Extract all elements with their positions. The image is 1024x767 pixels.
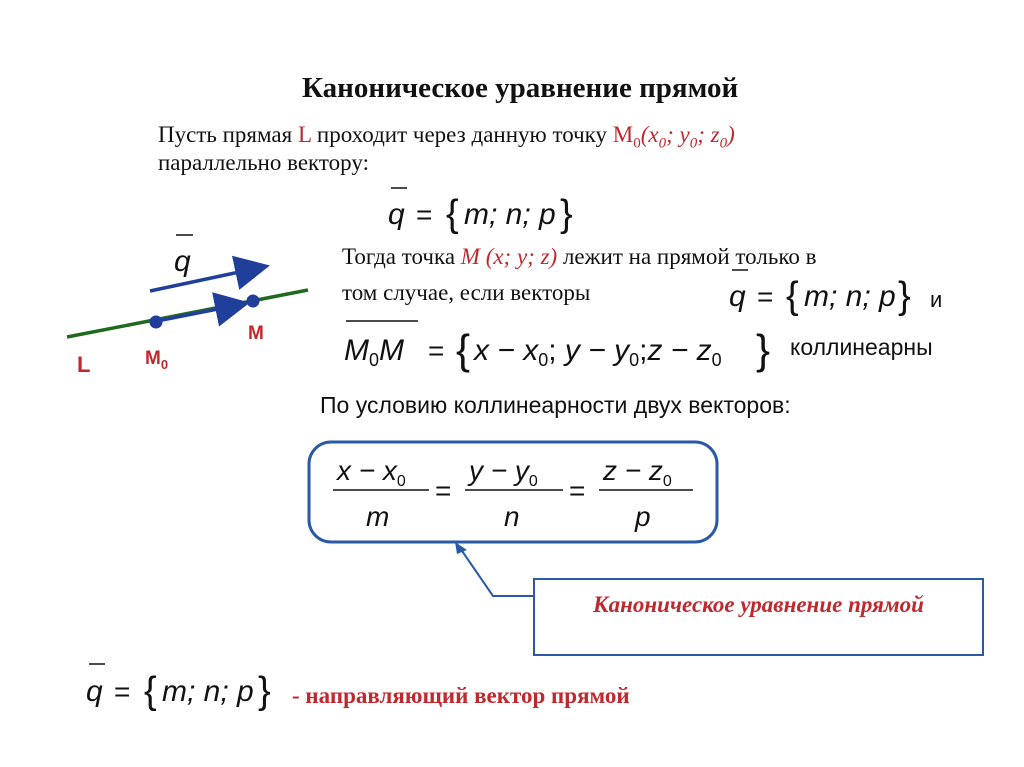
svg-text:x − x0: $x - x_0$ bbox=[337, 455, 406, 490]
svg-text:m; n; p: m; n; p bbox=[162, 675, 254, 708]
svg-text:=: = bbox=[114, 676, 131, 707]
svg-text:}: } bbox=[756, 326, 771, 373]
svg-text:m: m bbox=[366, 501, 390, 532]
svg-text:x − x0; y − y0;z − z0: $x - x_0$; $y - y_0;z - z_0$ bbox=[474, 334, 722, 370]
svg-text:y − y0: $y - y_0$ bbox=[469, 455, 538, 490]
svg-text:p: p bbox=[635, 501, 651, 532]
point-m0 bbox=[150, 316, 163, 329]
svg-text:q: q bbox=[86, 675, 103, 708]
svg-text:M0M: $M_0M$ bbox=[344, 334, 405, 370]
svg-text:=: = bbox=[428, 335, 445, 366]
vector-q-formula-top bbox=[380, 180, 580, 236]
and-word: и bbox=[930, 287, 943, 312]
line-diagram bbox=[55, 225, 325, 385]
svg-text:{: { bbox=[786, 275, 799, 317]
svg-text:=: = bbox=[569, 475, 586, 506]
slide-title: Каноническое уравнение прямой bbox=[302, 72, 739, 104]
svg-text:=: = bbox=[757, 281, 774, 312]
q-arrow bbox=[150, 267, 263, 291]
then-line-1: Тогда точка M (x; y; z) лежит на прямой только в bbox=[342, 244, 817, 269]
svg-text:{: { bbox=[456, 326, 471, 373]
svg-text:}: } bbox=[258, 670, 271, 712]
svg-text:{: { bbox=[144, 670, 157, 712]
svg-text:n: n bbox=[504, 501, 520, 532]
collinearity-condition: По условию коллинеарности двух векторов: bbox=[320, 392, 791, 418]
m0m-vector-formula bbox=[338, 312, 788, 374]
then-line-2: том случае, если векторы bbox=[342, 280, 591, 305]
svg-text:=: = bbox=[416, 199, 433, 230]
callout-box bbox=[533, 578, 984, 656]
svg-text:z − z0: $z - z_0$ bbox=[603, 455, 672, 490]
label-m0: $M_0$ bbox=[145, 348, 169, 372]
label-m: M bbox=[248, 323, 264, 344]
vector-q-formula-bottom bbox=[78, 655, 278, 715]
svg-text:m; n; p: m; n; p bbox=[804, 280, 896, 313]
point-m-coords: M (x; y; z) bbox=[460, 244, 558, 269]
m0m-arrow bbox=[157, 304, 243, 321]
vector-q-label: q bbox=[174, 245, 191, 278]
callout-label: Каноническое уравнение прямой bbox=[593, 592, 924, 617]
vector-q-formula-mid bbox=[726, 262, 926, 318]
line-name-L: L bbox=[297, 122, 312, 147]
svg-text:}: } bbox=[560, 193, 573, 235]
svg-text:q: q bbox=[388, 198, 405, 231]
svg-text:}: } bbox=[898, 275, 911, 317]
direction-vector-label: - направляющий вектор прямой bbox=[292, 683, 630, 708]
svg-text:{: { bbox=[446, 193, 459, 235]
svg-text:m; n; p: m; n; p bbox=[464, 198, 556, 231]
intro-line-2: параллельно вектору: bbox=[158, 150, 369, 175]
label-L: L bbox=[77, 352, 91, 377]
point-m0-coords: $M_0(x_0$; $y_0$; $z_0$) bbox=[612, 122, 735, 152]
svg-text:=: = bbox=[435, 475, 452, 506]
svg-text:q: q bbox=[729, 280, 746, 313]
collinear-word: коллинеарны bbox=[790, 334, 933, 360]
point-m bbox=[247, 295, 260, 308]
intro-line-1: Пусть прямая L проходит через данную точку $M_0(x_0$; $y_0$; $z_0$) bbox=[158, 122, 735, 152]
